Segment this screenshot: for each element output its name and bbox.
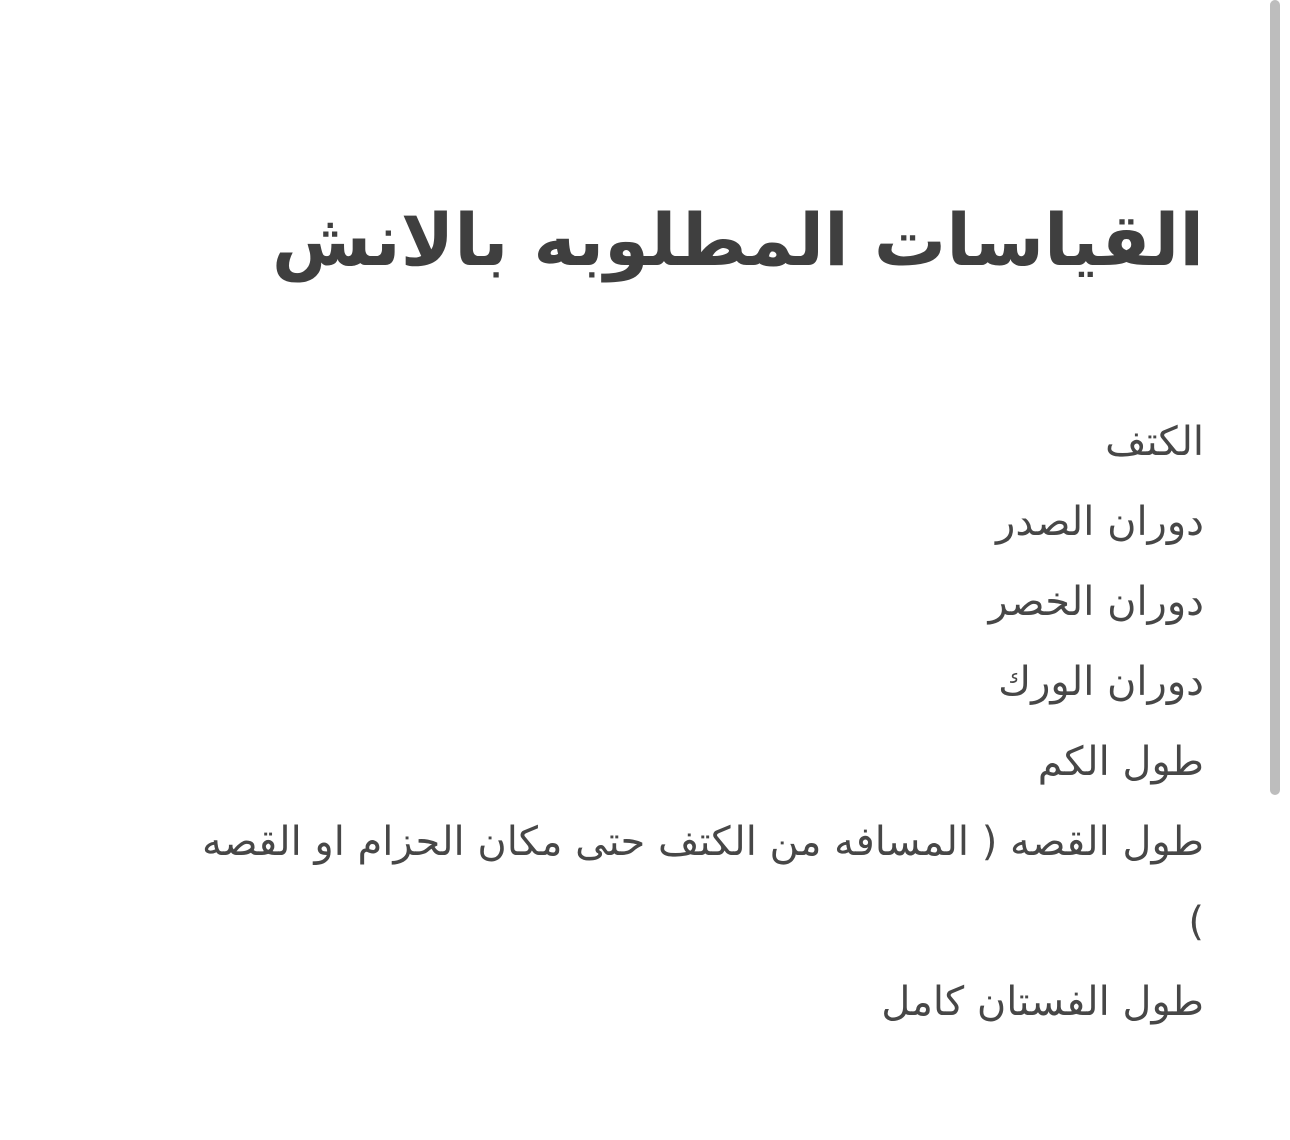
list-item-sleeve-length: طول الكم [1037, 739, 1204, 785]
list-item-waist: دوران الخصر [988, 579, 1204, 625]
page-title: القياسات المطلوبه بالانش [271, 198, 1204, 282]
list-item-chest: دوران الصدر [996, 499, 1204, 545]
list-item-dress-length: طول الفستان كامل [881, 979, 1204, 1025]
list-item-bodice-length: طول القصه ( المسافه من الكتف حتى مكان الحزام او القصه ) [202, 819, 1204, 945]
content-area [174, 190, 1204, 1042]
list-item-shoulder: الكتف [1105, 419, 1204, 465]
scrollbar-thumb[interactable] [1270, 0, 1280, 795]
list-item-hip: دوران الورك [998, 659, 1204, 705]
scrollbar[interactable] [1270, 0, 1290, 1140]
measurements-list [174, 402, 1204, 1042]
